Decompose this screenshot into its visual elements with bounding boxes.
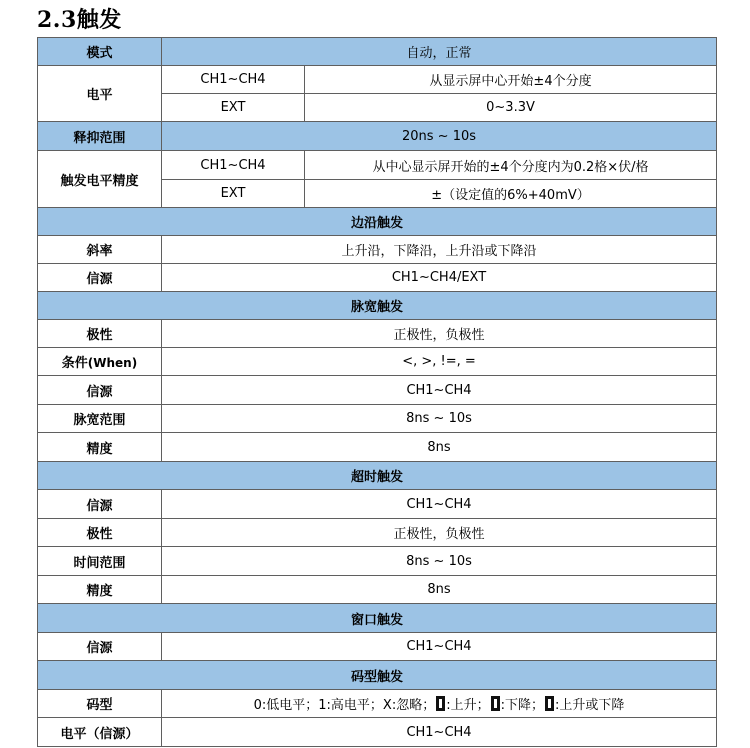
section-header: 超时触发 bbox=[38, 462, 717, 490]
row-label: 极性 bbox=[38, 320, 162, 348]
row-label: 信源 bbox=[38, 490, 162, 519]
table-row bbox=[38, 66, 717, 94]
table-row bbox=[38, 433, 717, 462]
row-value: CH1~CH4/EXT bbox=[162, 264, 717, 292]
table-row bbox=[38, 151, 717, 180]
row-label-text: 条件 bbox=[61, 356, 88, 371]
row-label: 模式 bbox=[38, 38, 162, 66]
row-value: 0~3.3V bbox=[305, 94, 717, 122]
row-value: <, >, !=, = bbox=[162, 348, 717, 376]
table-row bbox=[38, 576, 717, 604]
row-label: 斜率 bbox=[38, 236, 162, 264]
row-value: CH1~CH4 bbox=[162, 718, 717, 747]
row-label: 精度 bbox=[38, 433, 162, 462]
channel-cell: EXT bbox=[162, 94, 305, 122]
table-row bbox=[38, 264, 717, 292]
table-row bbox=[38, 547, 717, 576]
row-value: CH1~CH4 bbox=[162, 376, 717, 405]
rising-edge-icon bbox=[436, 696, 445, 711]
row-label: 电平 bbox=[38, 66, 162, 122]
row-value: 8ns ~ 10s bbox=[162, 405, 717, 433]
row-value bbox=[162, 690, 717, 718]
section-header: 码型触发 bbox=[38, 661, 717, 690]
row-value: CH1~CH4 bbox=[162, 633, 717, 661]
row-label: 信源 bbox=[38, 264, 162, 292]
row-value: 8ns ~ 10s bbox=[162, 547, 717, 576]
table-row bbox=[38, 405, 717, 433]
section-header: 脉宽触发 bbox=[38, 292, 717, 320]
row-value: 正极性，负极性 bbox=[162, 320, 717, 348]
table-row bbox=[38, 633, 717, 661]
row-value: 正极性，负极性 bbox=[162, 519, 717, 547]
channel-cell: CH1~CH4 bbox=[162, 66, 305, 94]
table-row bbox=[38, 690, 717, 718]
section-header: 窗口触发 bbox=[38, 604, 717, 633]
row-label: 信源 bbox=[38, 376, 162, 405]
row-label: 极性 bbox=[38, 519, 162, 547]
row-value: 8ns bbox=[162, 576, 717, 604]
pattern-text: :上升； bbox=[446, 698, 490, 713]
section-header-row bbox=[38, 292, 717, 320]
row-label: 电平（信源） bbox=[38, 718, 162, 747]
pattern-text: :上升或下降 bbox=[555, 698, 625, 713]
channel-cell: EXT bbox=[162, 180, 305, 208]
pattern-text: 0:低电平；1:高电平；X:忽略； bbox=[253, 698, 436, 713]
pattern-text: :下降； bbox=[500, 698, 544, 713]
row-label: 释抑范围 bbox=[38, 122, 162, 151]
row-label: 信源 bbox=[38, 633, 162, 661]
row-value: CH1~CH4 bbox=[162, 490, 717, 519]
section-header: 边沿触发 bbox=[38, 208, 717, 236]
table-row bbox=[38, 122, 717, 151]
trigger-spec-table bbox=[37, 37, 717, 747]
row-value: 从显示屏中心开始±4个分度 bbox=[305, 66, 717, 94]
section-header-row bbox=[38, 604, 717, 633]
table-row bbox=[38, 519, 717, 547]
row-label: 码型 bbox=[38, 690, 162, 718]
table-row bbox=[38, 38, 717, 66]
table-row bbox=[38, 236, 717, 264]
row-value: 自动，正常 bbox=[162, 38, 717, 66]
row-value: 上升沿，下降沿，上升沿或下降沿 bbox=[162, 236, 717, 264]
row-value: ±（设定值的6%+40mV） bbox=[305, 180, 717, 208]
table-row bbox=[38, 348, 717, 376]
row-value: 从中心显示屏开始的±4个分度内为0.2格×伏/格 bbox=[305, 151, 717, 180]
section-title: 2.3触发 bbox=[37, 7, 122, 33]
channel-cell: CH1~CH4 bbox=[162, 151, 305, 180]
row-label: 精度 bbox=[38, 576, 162, 604]
row-label: 时间范围 bbox=[38, 547, 162, 576]
section-header-row bbox=[38, 462, 717, 490]
section-header-row bbox=[38, 208, 717, 236]
row-value: 8ns bbox=[162, 433, 717, 462]
row-label: 触发电平精度 bbox=[38, 151, 162, 208]
table-row bbox=[38, 376, 717, 405]
table-row bbox=[38, 320, 717, 348]
row-label-suffix: (When) bbox=[87, 356, 138, 370]
falling-edge-icon bbox=[491, 696, 500, 711]
row-label bbox=[38, 348, 162, 376]
row-value: 20ns ~ 10s bbox=[162, 122, 717, 151]
either-edge-icon bbox=[545, 696, 554, 711]
table-row bbox=[38, 718, 717, 747]
table-row bbox=[38, 490, 717, 519]
section-header-row bbox=[38, 661, 717, 690]
row-label: 脉宽范围 bbox=[38, 405, 162, 433]
